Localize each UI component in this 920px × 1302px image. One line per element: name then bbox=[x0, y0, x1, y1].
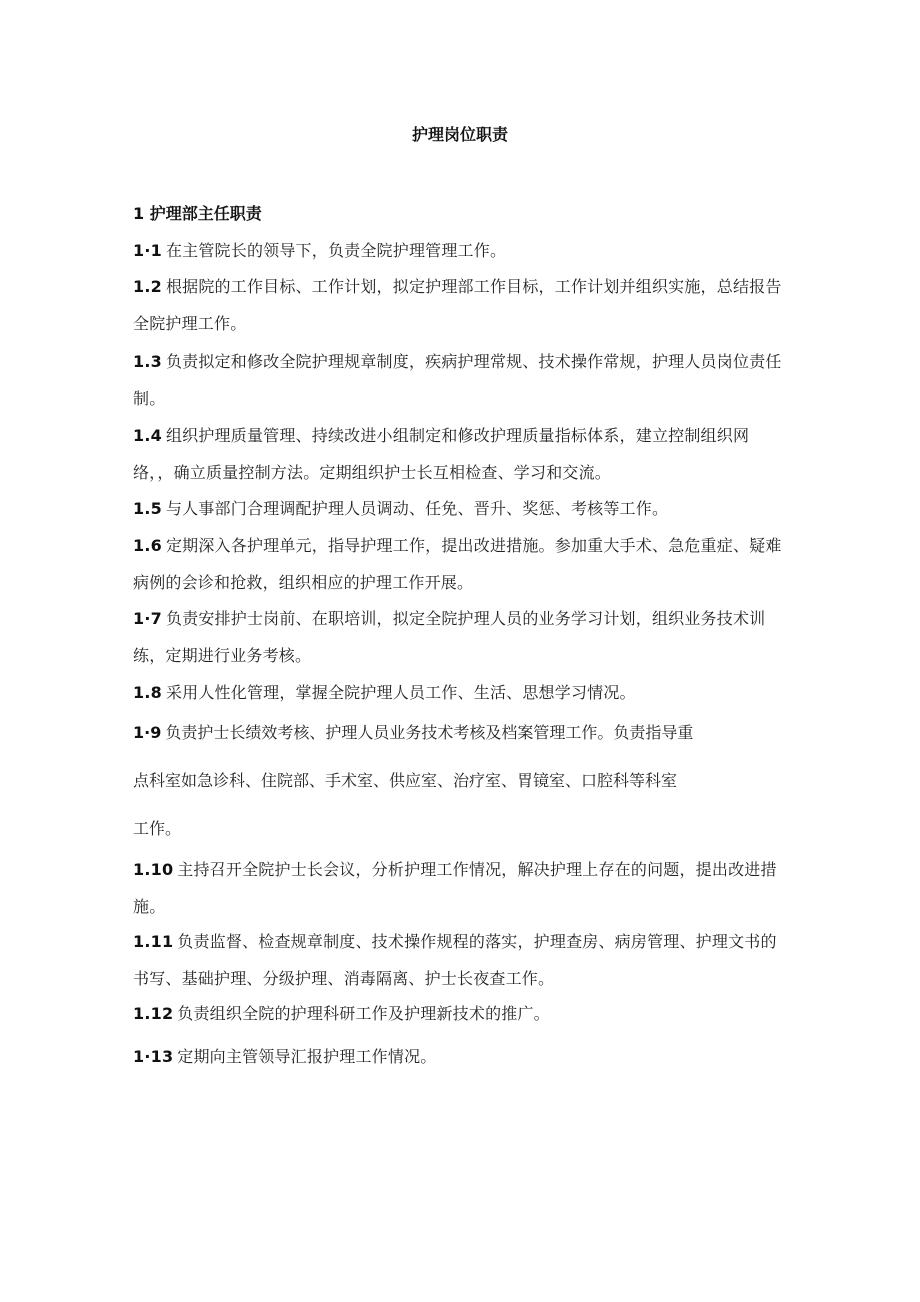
item-number: 1.5 bbox=[133, 499, 162, 518]
duty-item-1-10 bbox=[133, 851, 788, 925]
item-number: 1.11 bbox=[133, 932, 174, 951]
document-title: 护理岗位职责 bbox=[411, 125, 508, 144]
item-number: 1.6 bbox=[133, 536, 162, 555]
duty-item-1-12 bbox=[133, 995, 788, 1032]
item-number: 1.4 bbox=[133, 426, 162, 445]
duty-item-1-9-line-1 bbox=[133, 721, 693, 745]
item-text: 定期深入各护理单元，指导护理工作，提出改进措施。参加重大手术、急危重症、疑难病例的会诊和抢救，组织相应的护理工作开展。 bbox=[133, 536, 782, 592]
item-text: 负责安排护士岗前、在职培训，拟定全院护理人员的业务学习计划，组织业务技术训练，定期进行业务考核。 bbox=[133, 609, 766, 665]
item-number: 1·7 bbox=[133, 609, 162, 628]
duty-item-1-5 bbox=[133, 490, 788, 527]
section-heading: 1 护理部主任职责 bbox=[133, 204, 262, 223]
duty-item-1-11 bbox=[133, 923, 788, 997]
item-text: 采用人性化管理，掌握全院护理人员工作、生活、思想学习情况。 bbox=[165, 683, 636, 702]
duty-item-1-13 bbox=[133, 1038, 788, 1075]
item-number: 1·1 bbox=[133, 241, 162, 260]
item-number: 1.2 bbox=[133, 277, 162, 296]
duty-item-1-9-line-2: 点科室如急诊科、住院部、手术室、供应室、治疗室、胃镜室、口腔科等科室 bbox=[133, 771, 678, 790]
item-number: 1·13 bbox=[133, 1047, 174, 1066]
item-number: 1.3 bbox=[133, 352, 162, 371]
item-text: 负责组织全院的护理科研工作及护理新技术的推广。 bbox=[177, 1004, 550, 1023]
item-text: 组织护理质量管理、持续改进小组制定和修改护理质量指标体系，建立控制组织网络，，确立质量控制方法。定期组织护士长互相检查、学习和交流。 bbox=[133, 426, 750, 482]
item-number: 1.8 bbox=[133, 683, 162, 702]
duty-item-1-4 bbox=[133, 417, 788, 491]
item-text: 主持召开全院护士长会议，分析护理工作情况，解决护理上存在的问题，提出改进措施。 bbox=[133, 860, 777, 916]
item-number: 1.10 bbox=[133, 860, 174, 879]
duty-item-1-2 bbox=[133, 268, 788, 342]
duty-item-1-6 bbox=[133, 527, 788, 601]
duty-item-1-1 bbox=[133, 232, 788, 269]
item-text: 与人事部门合理调配护理人员调动、任免、晋升、奖惩、考核等工作。 bbox=[165, 499, 669, 518]
duty-item-1-7 bbox=[133, 600, 788, 674]
item-text: 定期向主管领导汇报护理工作情况。 bbox=[177, 1047, 437, 1066]
duty-item-1-3 bbox=[133, 343, 788, 417]
item-text: 在主管院长的领导下，负责全院护理管理工作。 bbox=[165, 241, 507, 260]
item-text: 根据院的工作目标、工作计划，拟定护理部工作目标，工作计划并组织实施，总结报告全院护理工作。 bbox=[133, 277, 782, 333]
item-text: 负责拟定和修改全院护理规章制度，疾病护理常规、技术操作常规，护理人员岗位责任制。 bbox=[133, 352, 782, 408]
item-number: 1·9 bbox=[133, 723, 162, 742]
item-text: 负责监督、检查规章制度、技术操作规程的落实，护理查房、病房管理、护理文书的书写、基础护理、分级护理、消毒隔离、护士长夜查工作。 bbox=[133, 932, 777, 988]
duty-item-1-9-line-3: 工作。 bbox=[133, 819, 182, 838]
item-text: 负责护士长绩效考核、护理人员业务技术考核及档案管理工作。负责指导重 bbox=[165, 723, 694, 742]
item-number: 1.12 bbox=[133, 1004, 174, 1023]
duty-item-1-8 bbox=[133, 674, 788, 711]
